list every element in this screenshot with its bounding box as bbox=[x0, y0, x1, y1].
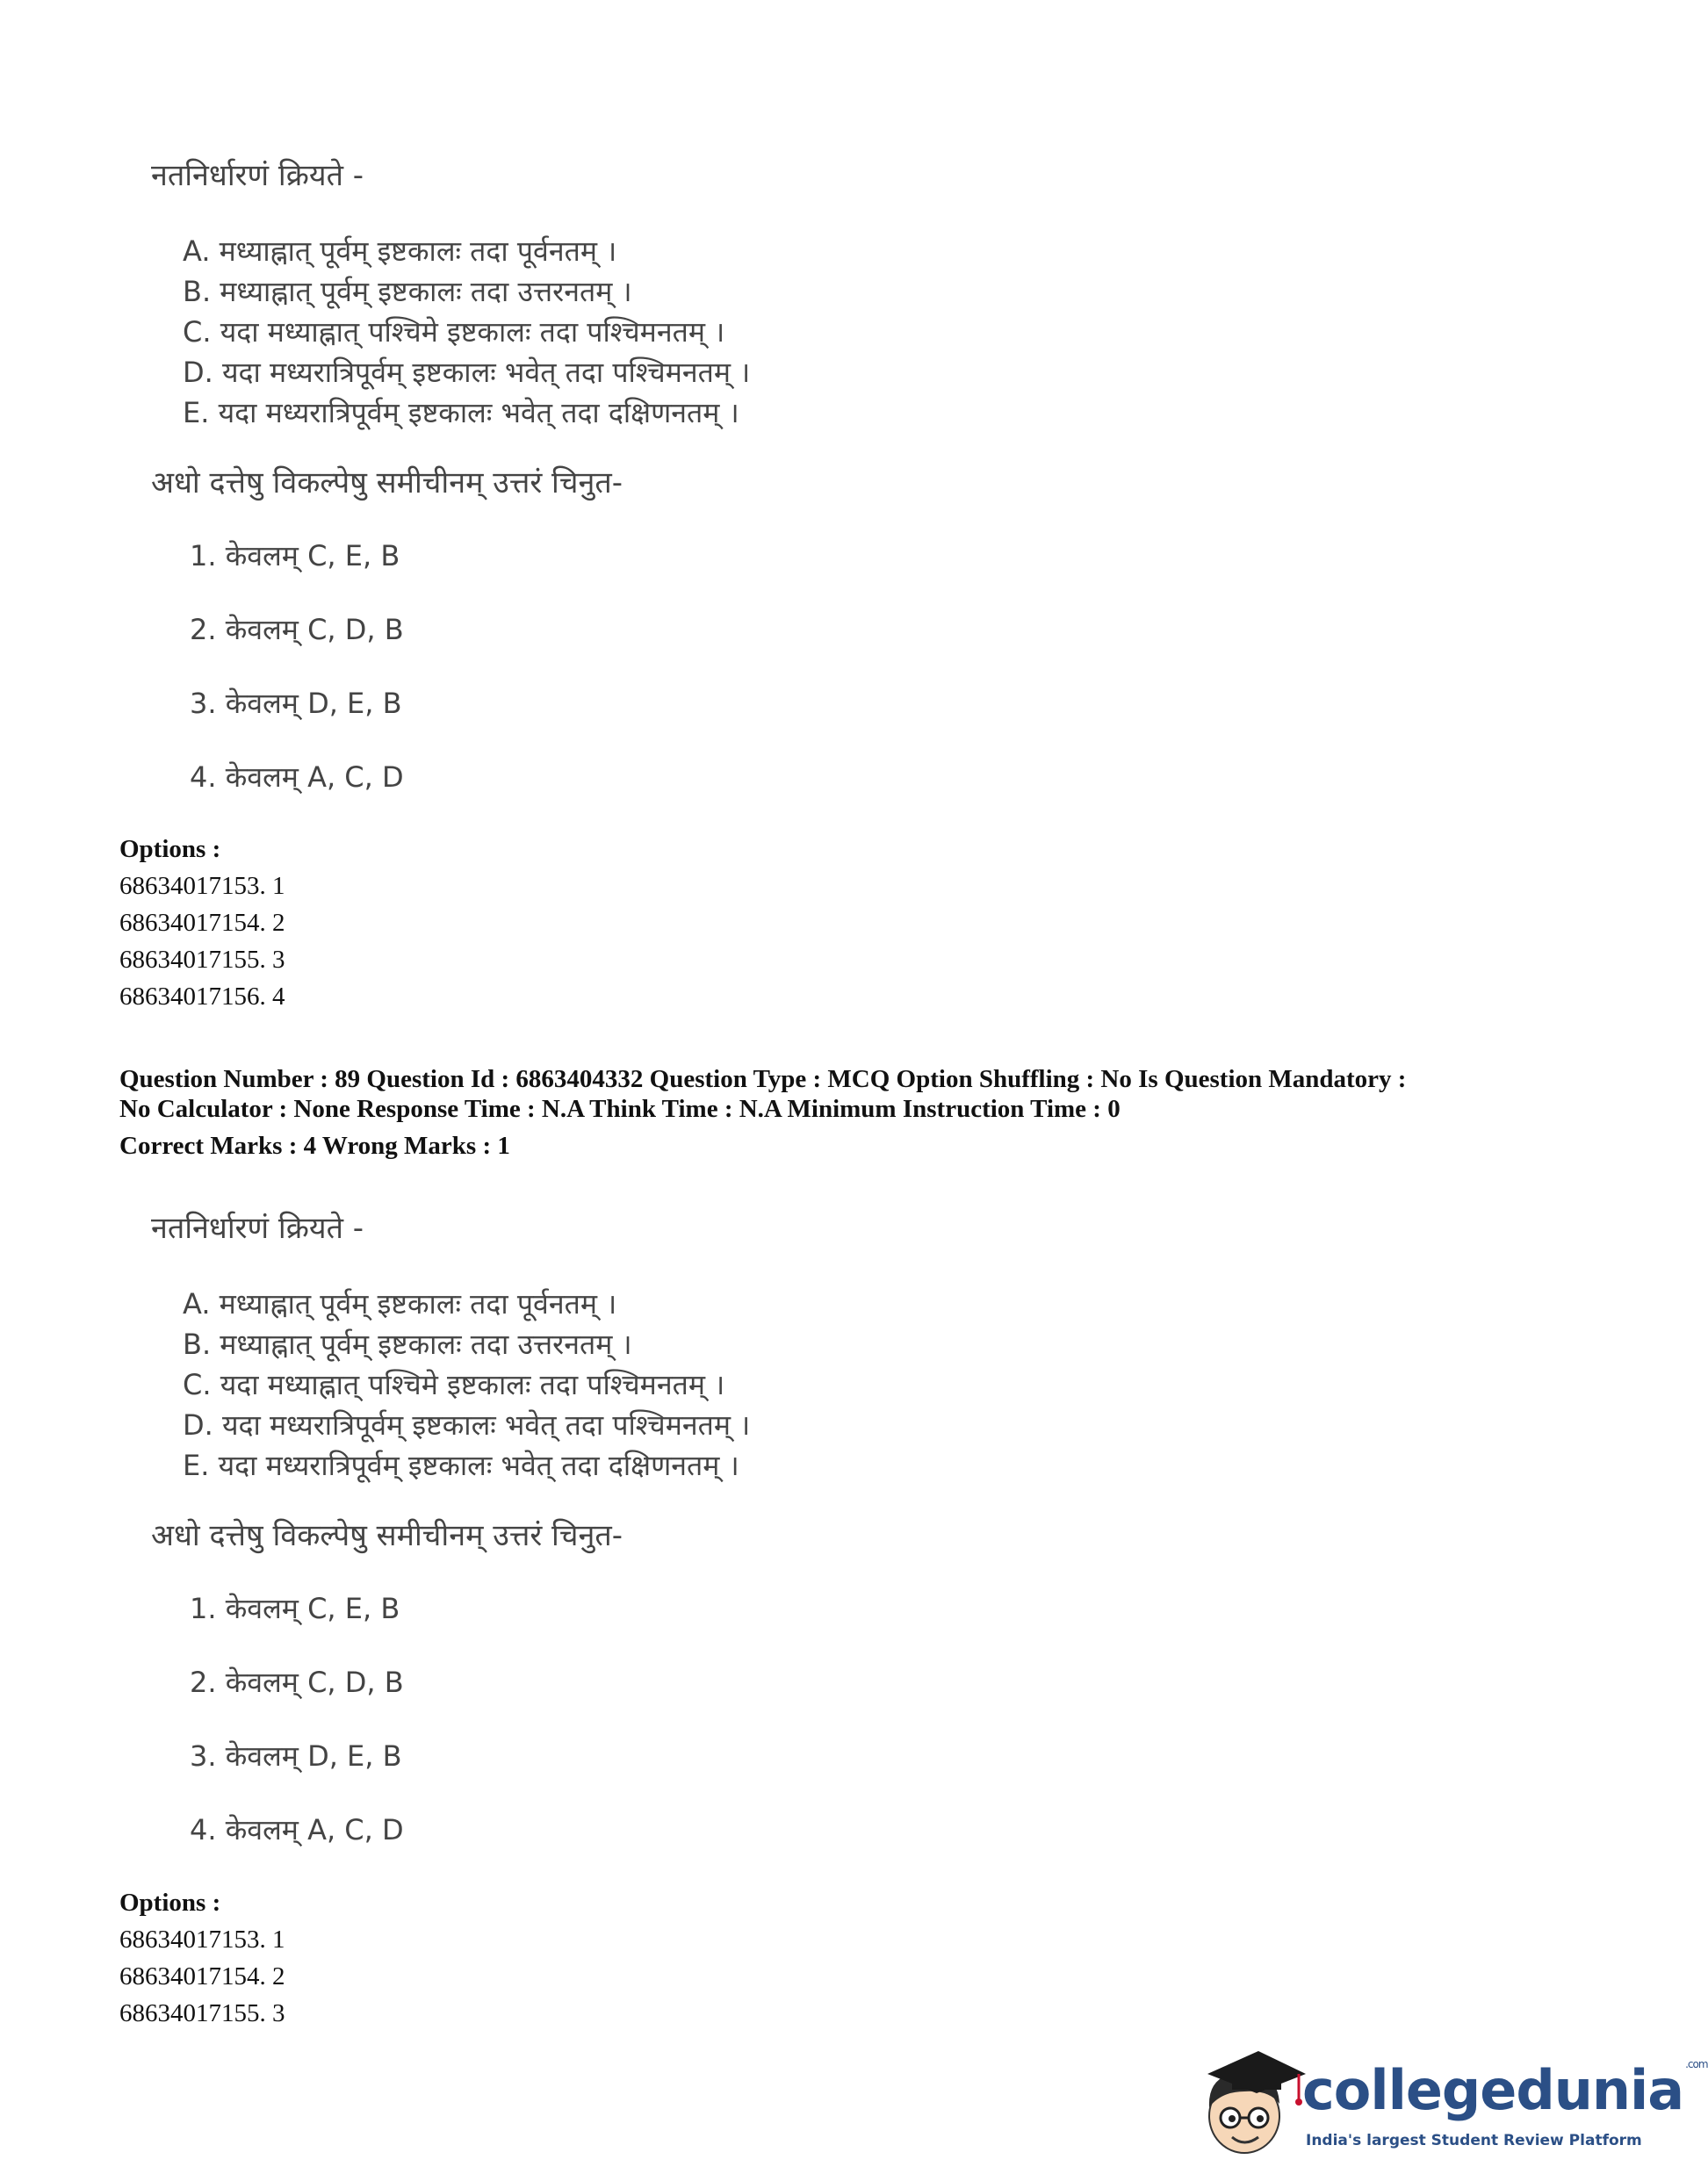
options-heading: Options : bbox=[119, 1889, 221, 1917]
statement-c: C. यदा मध्याह्नात् पश्चिमे इष्टकालः तदा पश्चिमनतम् । bbox=[183, 1368, 725, 1401]
marks-line: Correct Marks : 4 Wrong Marks : 1 bbox=[119, 1132, 510, 1160]
metadata-line-2: No Calculator : None Response Time : N.A Think Time : N.A Minimum Instruction Time : 0 bbox=[119, 1095, 1121, 1123]
options-list-2 bbox=[119, 1884, 285, 2032]
statement-c: C. यदा मध्याह्नात् पश्चिमे इष्टकालः तदा पश्चिमनतम् । bbox=[183, 315, 725, 349]
brand-text: collegedunia bbox=[1302, 2058, 1684, 2122]
brand-name bbox=[1302, 2058, 1708, 2122]
question-image-2 bbox=[151, 1206, 941, 1877]
statement-b: B. मध्याह्नात् पूर्वम् इष्टकालः तदा उत्तरनतम् । bbox=[183, 1328, 632, 1361]
statement-list bbox=[183, 231, 941, 433]
option-item: 68634017153. 1 bbox=[119, 1926, 285, 1954]
statement-list bbox=[183, 1284, 941, 1486]
student-mascot-icon bbox=[1190, 2039, 1313, 2162]
collegedunia-logo bbox=[1190, 2039, 1708, 2162]
choice-3: 3. केवलम् D, E, B bbox=[190, 687, 402, 720]
option-item: 68634017153. 1 bbox=[119, 872, 285, 900]
statement-b: B. मध्याह्नात् पूर्वम् इष्टकालः तदा उत्तरनतम् । bbox=[183, 275, 632, 308]
question-image-1 bbox=[151, 154, 941, 824]
choice-4: 4. केवलम् A, C, D bbox=[190, 1813, 404, 1846]
statement-e: E. यदा मध्यरात्रिपूर्वम् इष्टकालः भवेत् तदा दक्षिणनतम् । bbox=[183, 396, 739, 429]
statement-a: A. मध्याह्नात् पूर्वम् इष्टकालः तदा पूर्वनतम् । bbox=[183, 1287, 617, 1321]
question-prompt: अधो दत्तेषु विकल्पेषु समीचीनम् उत्तरं चिनुत- bbox=[151, 465, 623, 500]
statement-d: D. यदा मध्यरात्रिपूर्वम् इष्टकालः भवेत् तदा पश्चिमनतम् । bbox=[183, 356, 751, 389]
option-item: 68634017154. 2 bbox=[119, 1962, 285, 1990]
options-list-1 bbox=[119, 831, 285, 1015]
choice-3: 3. केवलम् D, E, B bbox=[190, 1739, 402, 1773]
option-item: 68634017154. 2 bbox=[119, 909, 285, 937]
brand-suffix: .com bbox=[1685, 2058, 1708, 2070]
metadata-line-1: Question Number : 89 Question Id : 6863404332 Question Type : MCQ Option Shuffling : No Is Question Mandatory : bbox=[119, 1065, 1407, 1093]
option-item: 68634017155. 3 bbox=[119, 946, 285, 974]
statement-a: A. मध्याह्नात् पूर्वम् इष्टकालः तदा पूर्वनतम् । bbox=[183, 234, 617, 268]
choice-2: 2. केवलम् C, D, B bbox=[190, 1666, 404, 1699]
choice-list bbox=[190, 529, 941, 824]
options-heading: Options : bbox=[119, 835, 221, 863]
brand-tagline: India's largest Student Review Platform bbox=[1306, 2132, 1642, 2149]
choice-2: 2. केवलम् C, D, B bbox=[190, 613, 404, 646]
choice-1: 1. केवलम् C, E, B bbox=[190, 1592, 400, 1625]
statement-e: E. यदा मध्यरात्रिपूर्वम् इष्टकालः भवेत् तदा दक्षिणनतम् । bbox=[183, 1449, 739, 1482]
question-stem: नतनिर्धारणं क्रियते - bbox=[151, 1211, 364, 1246]
question-stem: नतनिर्धारणं क्रियते - bbox=[151, 158, 364, 193]
option-item: 68634017155. 3 bbox=[119, 1999, 285, 2027]
question-metadata bbox=[119, 1064, 1524, 1161]
choice-4: 4. केवलम् A, C, D bbox=[190, 760, 404, 794]
question-prompt: अधो दत्तेषु विकल्पेषु समीचीनम् उत्तरं चिनुत- bbox=[151, 1518, 623, 1553]
choice-list bbox=[190, 1582, 941, 1877]
choice-1: 1. केवलम् C, E, B bbox=[190, 539, 400, 572]
option-item: 68634017156. 4 bbox=[119, 983, 285, 1011]
statement-d: D. यदा मध्यरात्रिपूर्वम् इष्टकालः भवेत् तदा पश्चिमनतम् । bbox=[183, 1408, 751, 1442]
